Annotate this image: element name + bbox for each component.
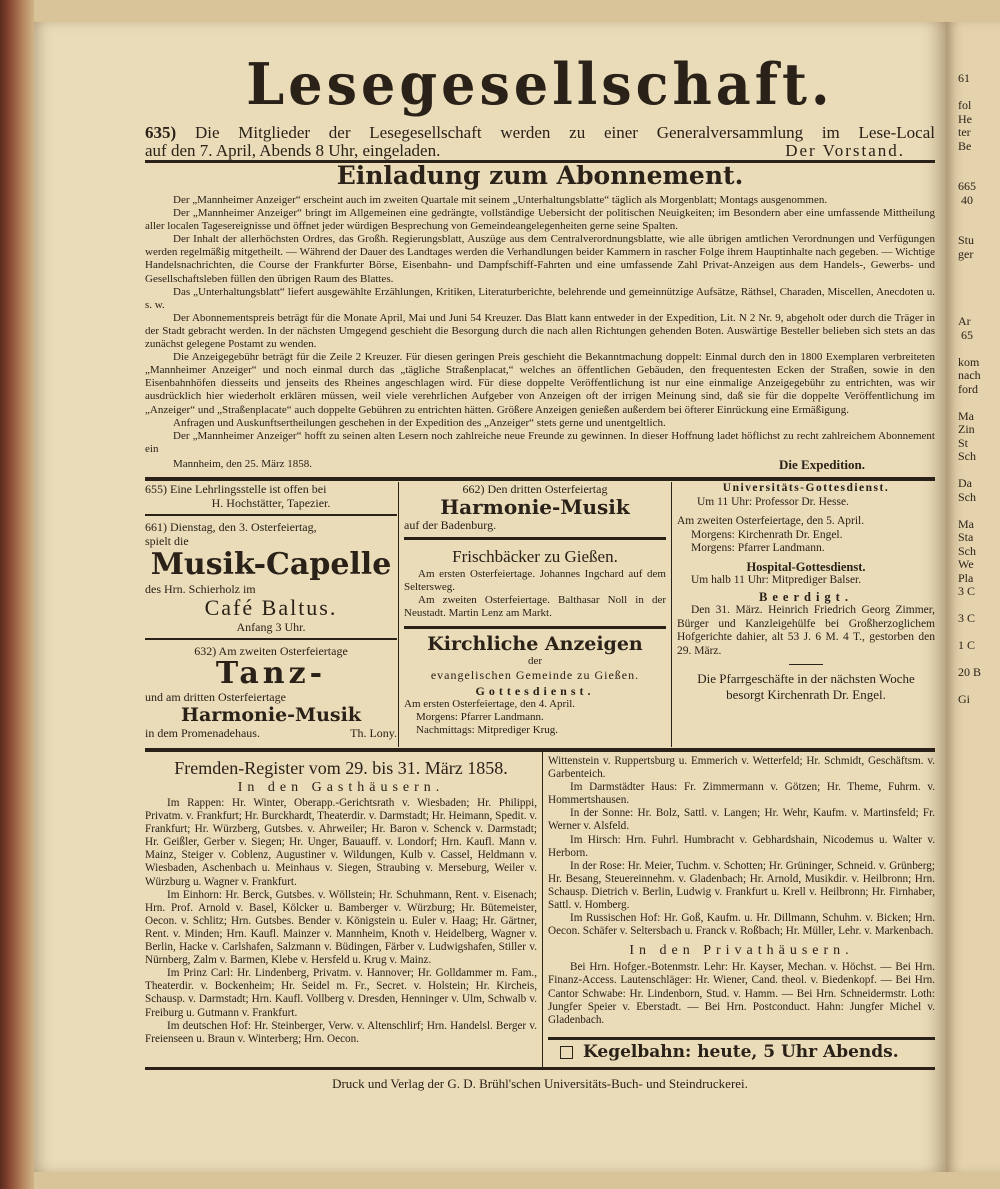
notice-635 bbox=[145, 124, 935, 160]
column-divider bbox=[542, 752, 543, 1068]
ads-column-3 bbox=[677, 482, 935, 703]
church-notices bbox=[404, 633, 666, 737]
paragraph: Der „Mannheimer Anzeiger“ bringt im Allgemeinen eine gedrängte, vollständige Uebersicht der politischen Neuigkeiten; im Besondern aber eine umfassende Mittheilung aller localen Tagesereignisse und öffnet jeder würdigen Besprechung von Gemeindeangelegenheiten gerne seine Spalten. bbox=[145, 207, 935, 233]
service-heading: Gottesdienst. bbox=[475, 684, 595, 698]
church-text: Am ersten Osterfeiertage, den 4. April. bbox=[404, 698, 576, 710]
church-text: Um halb 11 Uhr: Mitprediger Balser. bbox=[691, 574, 862, 586]
ad-text: und am dritten Osterfeiertage bbox=[145, 690, 286, 704]
church-text: Morgens: Pfarrer Landmann. bbox=[691, 542, 825, 554]
ad-headline: Musik-Capelle bbox=[150, 547, 392, 582]
ad-text: 655) Eine Lehrlingsstelle ist offen bei bbox=[145, 482, 327, 496]
paragraph: Der Inhalt der allerhöchsten Ordres, das Großh. Regierungsblatt, Auszüge aus dem Centralverordnungsblatte, wie alle übrigen amtlichen Verordnungen und Verfügungen werden regelmäßig mitgetheilt. — Während der Dauer des Landtages werden die Verhandlungen beider Kammern in rascher Folge ihrem Hauptinhalte nach gegeben. — Wichtige Handelsnachrichten, die Course der Frankfurter Börse, Eisenbahn- und Dampfschiff-Fahrten und eine umfassende Zahl Privat-Anzeigen aus dem Handels-, Gewerbs- und Gesellschaftsleben füllen den übrigen Raum des Blattes. bbox=[145, 233, 935, 285]
register-entry: In der Rose: Hr. Meier, Tuchm. v. Schotten; Hr. Grüninger, Schneid. v. Grünberg; Hr. Besang, Steuereinnehm. v. Gladenbach; Hr. Arnold, Musikdir. v. Heilbronn; Hrn. Schausp. Dietrich v. Berlin, Ludwig v. Frankfurt u. Krell v. Heilbronn; Hr. Firnhaber, Sattl. v. Homberg. bbox=[548, 859, 935, 912]
ad-text: Am zweiten Osterfeiertage. Balthasar Noll in der Neustadt. Martin Lenz am Markt. bbox=[404, 594, 666, 619]
register-heading: Fremden-Register vom 29. bis 31. März 1858. bbox=[174, 758, 508, 778]
book-binding bbox=[0, 0, 34, 1189]
register-right bbox=[548, 755, 935, 1027]
paragraph: Der „Mannheimer Anzeiger“ erscheint auch im zweiten Quartale mit seinem „Unterhaltungsblatte“ täglich als Morgenblatt; Montags ausgenommen. bbox=[173, 194, 828, 206]
ads-column-2 bbox=[404, 482, 666, 737]
ad-662 bbox=[404, 482, 666, 532]
ad-text: Am ersten Osterfeiertage. Johannes Ingchard auf dem Seltersweg. bbox=[404, 568, 666, 593]
divider bbox=[548, 1037, 935, 1040]
ad-text: 632) Am zweiten Osterfeiertage bbox=[194, 644, 348, 658]
printer-imprint: Druck und Verlag der G. D. Brühl'schen Universitäts-Buch- und Steindruckerei. bbox=[332, 1076, 748, 1091]
ad-headline: Harmonie-Musik bbox=[440, 495, 630, 519]
ad-text: Anfang 3 Uhr. bbox=[236, 620, 306, 634]
church-text: Morgens: Kirchenrath Dr. Engel. bbox=[691, 528, 843, 541]
invitation-heading: Einladung zum Abonnement. bbox=[336, 161, 744, 190]
inns-heading: In den Gasthäusern. bbox=[237, 780, 445, 795]
checkbox-square-icon bbox=[560, 1046, 573, 1059]
paragraph: Die Anzeigegebühr beträgt für die Zeile 2 Kreuzer. Für diesen geringen Preis geschieht die Bekanntmachung doppelt: Einmal durch den in 1800 Exemplaren verbreiteten „Mannheimer Anzeiger“ und noch einmal durch das „tägliche Straßenplacat,“ welches an öffentlichen Gebäuden, den frequentesten Ecken der Straßen, sowie in den Eisenbahnhöfen diesseits und jenseits des Rheines angeschlagen wird. Für diese doppelte Veröffentlichung ist nur eine einmalige Anzeigegebühr zu entrichten, was wir ausdrücklich hier wiederholt erklären müssen, weil viele verehrlichen Aufgeber von Anzeigen oft der irrigen Meinung sind, daß sie für die doppelte Veröffentlichung im „Anzeiger“ und „Straßenplacate“ auch doppelte Gebühren zu entrichten hätten. Größere Anzeigen genießen außerdem bei öfterer Einrückung eine Ermäßigung. bbox=[145, 351, 935, 416]
register-entry: Im Darmstädter Haus: Fr. Zimmermann v. Götzen; Hr. Theme, Fuhrm. v. Hommertshausen. bbox=[548, 781, 935, 807]
column-divider bbox=[398, 482, 399, 747]
divider bbox=[145, 477, 935, 481]
church-text: Am zweiten Osterfeiertage, den 5. April. bbox=[677, 515, 865, 527]
bakers-notice bbox=[404, 546, 666, 620]
ad-venue: Café Baltus. bbox=[204, 595, 338, 620]
ad-632 bbox=[145, 644, 397, 740]
register-entry: Bei Hrn. Hofger.-Botenmstr. Lehr: Hr. Kayser, Mechan. v. Höchst. — Bei Hrn. Finanz-Access. Lautenschläger: Hr. Wiener, Cand. theol. v. Biedenkopf. — Bei Hrn. Cantor Schwabe: Hr. Lindenborn, Stud. v. Hamm. — Bei Hrn. Schneidermstr. Loth: Jungfer Speier v. Eberstadt. — Bei Hrn. Postconduct. Hahn: Jungfer Michel v. Gladenbach. bbox=[548, 961, 935, 1026]
ad-661 bbox=[145, 520, 397, 634]
register-entry: Im Rappen: Hr. Winter, Oberapp.-Gerichtsrath v. Wiesbaden; Hr. Philippi, Privatm. v. Frankfurt; Hr. Burckhardt, Theaterdir. v. Darmstadt; Hr. Heimann, Spedit. v. Frankfurt; Hr. Würzberg, Gutsbes. v. Ahrweiler; Hr. Baron v. Schenck v. Darmstadt; Hr. Geißler, Gerber v. Siegen; Hr. Unger, Bauauff. v. Londorf; Hrn. Kaufl. Mann v. Mainz, Steiger v. Coblenz, Augustiner v. Wildungen, Kulb v. Cassel, Heldmann v. Wiesbaden, Aschenbach u. Meinhaus v. Siegen, Straubing v. Merseburg, Weiler v. Würzburg u. Wagner v. Frankfurt. bbox=[145, 797, 537, 888]
kegelbahn-ad bbox=[560, 1042, 930, 1062]
invitation-signature: Die Expedition. bbox=[779, 456, 865, 472]
ad-text: 661) Dienstag, den 3. Osterfeiertag, bbox=[145, 520, 317, 534]
register-entry: Im Hirsch: Hrn. Fuhrl. Humbracht v. Gebhardshain, Nicodemus u. Walter v. Herborn. bbox=[548, 833, 935, 859]
column-divider bbox=[671, 482, 672, 747]
paragraph: Anfragen und Auskunftsertheilungen geschehen in der Expedition des „Anzeiger“ stets gerne und unentgeltlich. bbox=[173, 416, 666, 429]
church-text: Morgens: Pfarrer Landmann. bbox=[416, 711, 544, 723]
register-entry: Wittenstein v. Ruppertsburg u. Emmerich v. Wetterfeld; Hr. Schmidt, Geschäftsm. v. Garbenteich. bbox=[548, 755, 935, 781]
church-sub: evangelischen Gemeinde zu Gießen. bbox=[430, 668, 640, 682]
buried-text: Den 31. März. Heinrich Friedrich Georg Zimmer, Bürger und Kanzleigehülfe bei Großherzoglichem Hofgerichte dahier, alt 53 J. 6 M. 4 T., gestorben den 29. März. bbox=[677, 604, 935, 657]
ad-headline: Tanz- bbox=[215, 656, 327, 691]
invitation-body bbox=[145, 194, 935, 471]
notice-text-2: auf den 7. April, Abends 8 Uhr, eingeladen. bbox=[145, 141, 441, 160]
lesegesellschaft-title: Lesegesellschaft. bbox=[246, 50, 834, 118]
ad-signature: Th. Lony. bbox=[350, 726, 397, 740]
church-sub: der bbox=[527, 655, 543, 667]
ad-text: in dem Promenadehaus. bbox=[145, 726, 260, 740]
paragraph: Das „Unterhaltungsblatt“ liefert ausgewählte Erzählungen, Kritiken, Literaturberichte, belehrende und gemeinnützige Aufsätze, Räthsel, Charaden, Miscellen, Anecdoten u. s. w. bbox=[145, 285, 935, 311]
duty-text: besorgt Kirchenrath Dr. Engel. bbox=[726, 687, 886, 702]
register-entry: In der Sonne: Hr. Bolz, Sattl. v. Langen; Hr. Wehr, Kaufm. v. Martinsfeld; Fr. Werner v. Alsfeld. bbox=[548, 807, 935, 833]
church-text: Nachmittags: Mitprediger Krug. bbox=[416, 724, 559, 736]
ad-655 bbox=[145, 482, 397, 510]
register-entry: Im Prinz Carl: Hr. Lindenberg, Privatm. v. Hannover; Hr. Golldammer m. Fam., Theaterdir. v. Bockenheim; Hr. Seidel m. Fr., Secret. v. Holstein; Hr. Kircheis, Schausp. v. Darmstadt; Hrn. Kaufl. Vollberg v. Dresden, Henninger v. Ulm, Schwalb v. Freiburg u. Gutmann v. Frankfurt. bbox=[145, 967, 537, 1019]
divider bbox=[145, 1067, 935, 1070]
duty-text: Die Pfarrgeschäfte in der nächsten Woche bbox=[697, 671, 915, 686]
buried-heading: Beerdigt. bbox=[759, 589, 853, 604]
notice-number: 635) bbox=[145, 123, 177, 142]
ad-text: H. Hochstätter, Tapezier. bbox=[211, 496, 331, 510]
paragraph: Der „Mannheimer Anzeiger“ hofft zu seinen alten Lesern noch zahlreiche neue Freunde zu gewinnen. In dieser Hoffnung ladet höflichst zu recht zahlreichem Abonnement ein bbox=[145, 429, 935, 455]
bakers-heading: Frischbäcker zu Gießen. bbox=[452, 547, 618, 566]
adjacent-page-text: 61 fol He ter Be 665 40 Stu ger Ar 65 kom nach ford Ma Zin St Sch Da Sch Ma Sta Sch We Pla 3 C 3 C 1 C 20 B Gi bbox=[958, 71, 982, 706]
hospital-heading: Hospital-Gottesdienst. bbox=[746, 559, 866, 574]
notice-text: Die Mitglieder der Lesegesellschaft werden zu einer Generalversammlung im Lese-Local bbox=[194, 123, 935, 142]
register-entry: Im Einhorn: Hr. Berck, Gutsbes. v. Wöllstein; Hr. Schuhmann, Rent. v. Eisenach; Hrn. Prof. Arnold v. Basel, Kölcker u. Bamberger v. Würzburg; Hr. Bütemeister, Oecon. v. Schlitz; Hrn. Gutsbes. Bender v. Königstein u. Euler v. Haag; Hr. Gärtner, Rent. v. Minden; Hrn. Kaufl. Mainzer v. Mannheim, Knoth v. Heidelberg, Wagner v. Berlin, Hacke v. Carlshafen, Salzmann v. Büdingen, Färber v. Ludwigshafen, Stiller v. Nürnberg, Zalm v. Barmen, Klebe v. Hersfeld u. Krug v. Mainz. bbox=[145, 888, 537, 967]
uni-heading: Universitäts-Gottesdienst. bbox=[722, 482, 890, 494]
adjacent-page bbox=[946, 22, 1000, 1172]
notice-signature: Der Vorstand. bbox=[785, 141, 905, 160]
divider bbox=[145, 748, 935, 752]
ads-column-1 bbox=[145, 482, 397, 740]
private-heading: In den Privathäusern. bbox=[629, 943, 854, 959]
ad-text: des Hrn. Schierholz im bbox=[145, 582, 256, 596]
register-left bbox=[145, 757, 537, 1046]
register-entry: Im Russischen Hof: Hr. Goß, Kaufm. u. Hr. Dillmann, Schuhm. v. Bicken; Hrn. Oecon. Schäfer v. Seltersbach u. Franck v. Roßbach; Hr. Müller, Lehr. v. Markenbach. bbox=[548, 912, 935, 938]
ad-text: auf der Badenburg. bbox=[404, 518, 497, 532]
dateline: Mannheim, den 25. März 1858. bbox=[173, 457, 312, 470]
church-text: Um 11 Uhr: Professor Dr. Hesse. bbox=[697, 495, 849, 508]
register-entry: Im deutschen Hof: Hr. Steinberger, Verw. v. Altenschlirf; Hrn. Handelsl. Berger v. Freienseen u. Braun v. Winterberg; Hrn. Oecon. bbox=[145, 1019, 537, 1045]
kegelbahn-text: Kegelbahn: heute, 5 Uhr Abends. bbox=[583, 1042, 899, 1062]
ad-text: spielt die bbox=[145, 534, 189, 548]
ad-headline: Harmonie-Musik bbox=[181, 704, 361, 726]
ad-text: 662) Den dritten Osterfeiertag bbox=[462, 482, 608, 496]
church-heading: Kirchliche Anzeigen bbox=[427, 633, 643, 655]
paragraph: Der Abonnementspreis beträgt für die Monate April, Mai und Juni 54 Kreuzer. Das Blatt kann entweder in der Expedition, Lit. N 2 Nr. 9, abgeholt oder durch die Träger in der Stadt gebracht werden. In der nächsten Umgegend geschieht die Besorgung durch die nach allen Richtungen gehenden Boten. Auswärtige Besteller belieben sich stets an das zunächst gelegene Postamt zu wenden. bbox=[145, 311, 935, 351]
